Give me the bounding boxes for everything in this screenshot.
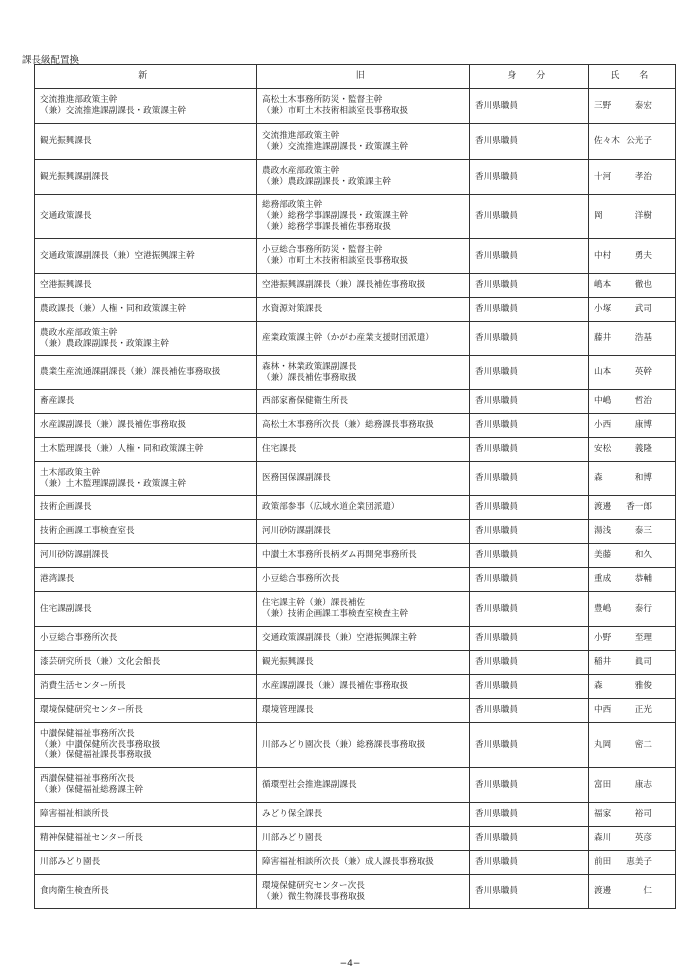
old-position: 小豆総合事務所防災・監督主幹 （兼）市町土木技術相談室長事務取扱 xyxy=(257,239,470,274)
given-name: 洋樹 xyxy=(634,211,652,222)
status: 香川県職員 xyxy=(470,356,589,390)
table-row xyxy=(35,496,676,520)
given-name: 正光 xyxy=(634,705,652,716)
header-status: 身 分 xyxy=(470,65,589,89)
given-name: 恵美子 xyxy=(626,857,652,868)
old-position: 川部みどり園次長（兼）総務課長事務取扱 xyxy=(257,723,470,768)
status: 香川県職員 xyxy=(470,124,589,160)
old-position: 水資源対策課長 xyxy=(257,298,470,322)
given-name: 武司 xyxy=(634,304,652,315)
given-name: 勇夫 xyxy=(634,250,652,261)
given-name: 康博 xyxy=(634,420,652,431)
given-name: 香一郎 xyxy=(626,502,652,513)
new-position: 土木監理課長（兼）人権・同和政策課主幹 xyxy=(35,438,257,462)
person-name xyxy=(589,627,676,651)
table-row xyxy=(35,675,676,699)
table-row xyxy=(35,768,676,803)
table-row xyxy=(35,356,676,390)
status: 香川県職員 xyxy=(470,651,589,675)
old-position: 交流推進部政策主幹 （兼）交流推進課副課長・政策課主幹 xyxy=(257,124,470,160)
table-row xyxy=(35,414,676,438)
table-row xyxy=(35,124,676,160)
given-name: 浩基 xyxy=(634,333,652,344)
old-position: 総務部政策主幹 （兼）総務学事課副課長・政策課主幹 （兼）総務学事課長補佐事務取扱 xyxy=(257,195,470,239)
given-name: 公光子 xyxy=(626,136,652,147)
old-position: 政策部参事（広域水道企業団派遣） xyxy=(257,496,470,520)
person-name xyxy=(589,851,676,875)
family-name: 美藤 xyxy=(594,550,612,561)
family-name: 山本 xyxy=(594,367,612,378)
family-name: 小野 xyxy=(594,633,612,644)
person-name xyxy=(589,124,676,160)
status: 香川県職員 xyxy=(470,195,589,239)
person-name xyxy=(589,768,676,803)
new-position: 農政課長（兼）人権・同和政策課主幹 xyxy=(35,298,257,322)
family-name: 丸岡 xyxy=(594,739,612,750)
new-position: 技術企画課工事検査室長 xyxy=(35,520,257,544)
table-row xyxy=(35,699,676,723)
table-row xyxy=(35,544,676,568)
family-name: 藤井 xyxy=(594,333,612,344)
given-name: 至理 xyxy=(634,633,652,644)
old-position: 環境管理課長 xyxy=(257,699,470,723)
family-name: 森 xyxy=(594,681,603,692)
family-name: 三野 xyxy=(594,100,612,111)
status: 香川県職員 xyxy=(470,89,589,124)
new-position: 農政水産部政策主幹 （兼）農政課副課長・政策課主幹 xyxy=(35,322,257,356)
status: 香川県職員 xyxy=(470,675,589,699)
old-position: 河川砂防課副課長 xyxy=(257,520,470,544)
table-row xyxy=(35,568,676,592)
family-name: 森川 xyxy=(594,833,612,844)
person-name xyxy=(589,496,676,520)
family-name: 中西 xyxy=(594,705,612,716)
new-position: 観光振興課副課長 xyxy=(35,160,257,195)
family-name: 福家 xyxy=(594,809,612,820)
status: 香川県職員 xyxy=(470,322,589,356)
new-position: 交通政策課副課長（兼）空港振興課主幹 xyxy=(35,239,257,274)
old-position: 高松土木事務所次長（兼）総務課長事務取扱 xyxy=(257,414,470,438)
person-name xyxy=(589,592,676,627)
person-name xyxy=(589,651,676,675)
person-name xyxy=(589,239,676,274)
status: 香川県職員 xyxy=(470,462,589,496)
new-position: 精神保健福祉センター所長 xyxy=(35,827,257,851)
status: 香川県職員 xyxy=(470,274,589,298)
family-name: 小塚 xyxy=(594,304,612,315)
old-position: みどり保全課長 xyxy=(257,803,470,827)
new-position: 漆芸研究所長（兼）文化会館長 xyxy=(35,651,257,675)
given-name: 泰宏 xyxy=(634,100,652,111)
person-name xyxy=(589,675,676,699)
status: 香川県職員 xyxy=(470,568,589,592)
person-name xyxy=(589,160,676,195)
person-name xyxy=(589,699,676,723)
old-position: 障害福祉相談所次長（兼）成人課長事務取扱 xyxy=(257,851,470,875)
old-position: 中讃土木事務所長柄ダム再開発事務所長 xyxy=(257,544,470,568)
new-position: 技術企画課長 xyxy=(35,496,257,520)
old-position: 交通政策課副課長（兼）空港振興課主幹 xyxy=(257,627,470,651)
new-position: 環境保健研究センター所長 xyxy=(35,699,257,723)
given-name: 雅俊 xyxy=(634,681,652,692)
table-row xyxy=(35,322,676,356)
new-position: 住宅課副課長 xyxy=(35,592,257,627)
new-position: 河川砂防課副課長 xyxy=(35,544,257,568)
person-name xyxy=(589,568,676,592)
given-name: 密二 xyxy=(634,739,652,750)
table-row xyxy=(35,390,676,414)
status: 香川県職員 xyxy=(470,699,589,723)
table-header-row xyxy=(35,65,676,89)
status: 香川県職員 xyxy=(470,298,589,322)
given-name: 英幹 xyxy=(634,367,652,378)
given-name: 和久 xyxy=(634,550,652,561)
status: 香川県職員 xyxy=(470,723,589,768)
person-name xyxy=(589,723,676,768)
section-title: 課長級配置換 xyxy=(22,55,80,66)
new-position: 空港振興課長 xyxy=(35,274,257,298)
given-name: 孝治 xyxy=(634,171,652,182)
new-position: 農業生産流通課副課長（兼）課長補佐事務取扱 xyxy=(35,356,257,390)
given-name: 恭輔 xyxy=(634,574,652,585)
table-row xyxy=(35,723,676,768)
new-position: 食肉衛生検査所長 xyxy=(35,875,257,909)
new-position: 観光振興課長 xyxy=(35,124,257,160)
person-name xyxy=(589,322,676,356)
person-name xyxy=(589,520,676,544)
family-name: 重成 xyxy=(594,574,612,585)
table-row xyxy=(35,627,676,651)
given-name: 義隆 xyxy=(634,444,652,455)
person-name xyxy=(589,390,676,414)
old-position: 住宅課主幹（兼）課長補佐 （兼）技術企画課工事検査室検査主幹 xyxy=(257,592,470,627)
given-name: 泰三 xyxy=(634,526,652,537)
person-name xyxy=(589,195,676,239)
table-row xyxy=(35,851,676,875)
person-name xyxy=(589,274,676,298)
status: 香川県職員 xyxy=(470,627,589,651)
new-position: 川部みどり園長 xyxy=(35,851,257,875)
new-position: 障害福祉相談所長 xyxy=(35,803,257,827)
given-name: 康志 xyxy=(634,779,652,790)
table-row xyxy=(35,195,676,239)
old-position: 西部家畜保健衛生所長 xyxy=(257,390,470,414)
table-row xyxy=(35,875,676,909)
status: 香川県職員 xyxy=(470,390,589,414)
new-position: 中讃保健福祉事務所次長 （兼）中讃保健所次長事務取扱 （兼）保健福祉課長事務取扱 xyxy=(35,723,257,768)
new-position: 西讃保健福祉事務所次長 （兼）保健福祉総務課主幹 xyxy=(35,768,257,803)
family-name: 渡邊 xyxy=(594,886,612,897)
person-name xyxy=(589,827,676,851)
table-row xyxy=(35,827,676,851)
family-name: 小西 xyxy=(594,420,612,431)
old-position: 循環型社会推進課副課長 xyxy=(257,768,470,803)
person-name xyxy=(589,414,676,438)
status: 香川県職員 xyxy=(470,414,589,438)
old-position: 川部みどり園長 xyxy=(257,827,470,851)
status: 香川県職員 xyxy=(470,544,589,568)
old-position: 空港振興課副課長（兼）課長補佐事務取扱 xyxy=(257,274,470,298)
person-name xyxy=(589,356,676,390)
family-name: 安松 xyxy=(594,444,612,455)
family-name: 稲井 xyxy=(594,657,612,668)
table-row xyxy=(35,239,676,274)
table-row xyxy=(35,274,676,298)
status: 香川県職員 xyxy=(470,438,589,462)
table-row xyxy=(35,592,676,627)
family-name: 富田 xyxy=(594,779,612,790)
table-row xyxy=(35,160,676,195)
new-position: 交通政策課長 xyxy=(35,195,257,239)
family-name: 嶋本 xyxy=(594,280,612,291)
given-name: 眞司 xyxy=(634,657,652,668)
family-name: 十河 xyxy=(594,171,612,182)
old-position: 住宅課長 xyxy=(257,438,470,462)
status: 香川県職員 xyxy=(470,803,589,827)
table-row xyxy=(35,651,676,675)
family-name: 渡邊 xyxy=(594,502,612,513)
status: 香川県職員 xyxy=(470,239,589,274)
given-name: 泰行 xyxy=(634,603,652,614)
table-row xyxy=(35,462,676,496)
family-name: 中村 xyxy=(594,250,612,261)
status: 香川県職員 xyxy=(470,496,589,520)
old-position: 小豆総合事務所次長 xyxy=(257,568,470,592)
header-new: 新 xyxy=(35,65,257,89)
status: 香川県職員 xyxy=(470,851,589,875)
person-name xyxy=(589,803,676,827)
old-position: 環境保健研究センター次長 （兼）微生物課長事務取扱 xyxy=(257,875,470,909)
new-position: 港湾課長 xyxy=(35,568,257,592)
old-position: 水産課副課長（兼）課長補佐事務取扱 xyxy=(257,675,470,699)
given-name: 和博 xyxy=(634,473,652,484)
old-position: 観光振興課長 xyxy=(257,651,470,675)
old-position: 農政水産部政策主幹 （兼）農政課副課長・政策課主幹 xyxy=(257,160,470,195)
family-name: 中嶋 xyxy=(594,396,612,407)
given-name: 哲治 xyxy=(634,396,652,407)
page-number: −4− xyxy=(339,959,361,969)
given-name: 裕司 xyxy=(634,809,652,820)
person-name xyxy=(589,462,676,496)
new-position: 消費生活センター所長 xyxy=(35,675,257,699)
family-name: 岡 xyxy=(594,211,603,222)
table-row xyxy=(35,520,676,544)
new-position: 交流推進部政策主幹 （兼）交流推進課副課長・政策課主幹 xyxy=(35,89,257,124)
personnel-table xyxy=(34,64,676,909)
status: 香川県職員 xyxy=(470,875,589,909)
given-name: 仁 xyxy=(643,886,652,897)
new-position: 畜産課長 xyxy=(35,390,257,414)
header-old: 旧 xyxy=(257,65,470,89)
new-position: 土木部政策主幹 （兼）土木監理課副課長・政策課主幹 xyxy=(35,462,257,496)
given-name: 徹也 xyxy=(634,280,652,291)
status: 香川県職員 xyxy=(470,827,589,851)
family-name: 湯浅 xyxy=(594,526,612,537)
header-name: 氏 名 xyxy=(589,65,676,89)
old-position: 森林・林業政策課副課長 （兼）課長補佐事務取扱 xyxy=(257,356,470,390)
given-name: 英彦 xyxy=(634,833,652,844)
family-name: 前田 xyxy=(594,857,612,868)
family-name: 佐々木 xyxy=(594,136,620,147)
family-name: 豊嶋 xyxy=(594,603,612,614)
table-row xyxy=(35,298,676,322)
person-name xyxy=(589,438,676,462)
table-row xyxy=(35,803,676,827)
status: 香川県職員 xyxy=(470,520,589,544)
status: 香川県職員 xyxy=(470,160,589,195)
new-position: 水産課副課長（兼）課長補佐事務取扱 xyxy=(35,414,257,438)
family-name: 森 xyxy=(594,473,603,484)
person-name xyxy=(589,298,676,322)
table-row xyxy=(35,89,676,124)
new-position: 小豆総合事務所次長 xyxy=(35,627,257,651)
person-name xyxy=(589,89,676,124)
table-row xyxy=(35,438,676,462)
person-name xyxy=(589,544,676,568)
old-position: 医務国保課副課長 xyxy=(257,462,470,496)
person-name xyxy=(589,875,676,909)
old-position: 高松土木事務所防災・監督主幹 （兼）市町土木技術相談室長事務取扱 xyxy=(257,89,470,124)
status: 香川県職員 xyxy=(470,768,589,803)
old-position: 産業政策課主幹（かがわ産業支援財団派遣） xyxy=(257,322,470,356)
status: 香川県職員 xyxy=(470,592,589,627)
